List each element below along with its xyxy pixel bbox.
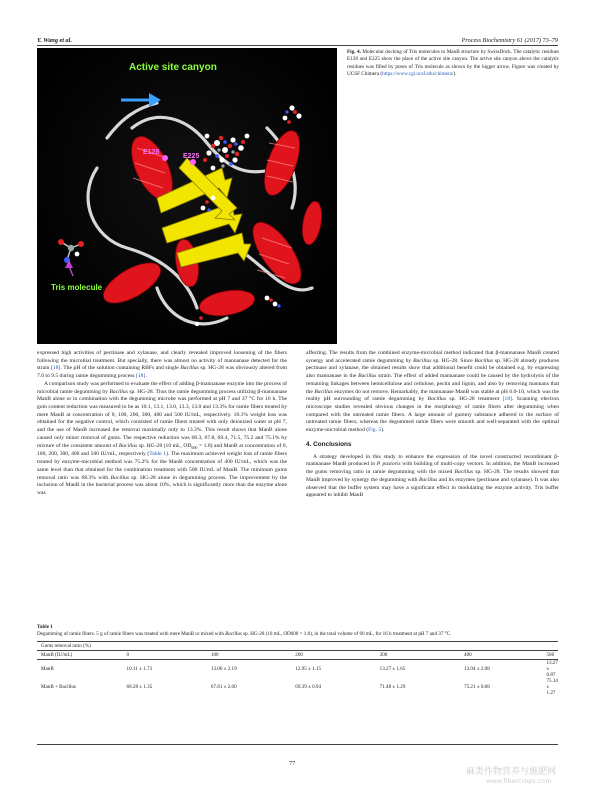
paragraph-left-2: A comparison study was performed to evaluate the effect of adding β-mannanase enzyme into the process of microbial ramie degumming by Bacillus sp. HG-28. Thus the ramie degumming process utilizing β-mannanase ManB alone or in combination with the degumming microbe was performed at pH 7 and 37 °C for 16 h. The gum content reduction was measured to be as 10.1, 13.1, 13.0, 13.3, 13.0 and 13.3% for ramie fibers treated by mere ManB at concentration of 0, 100, 200, 300, 400 and 500 IU/mL, respectively. 10.1% weight loss was obtained for the negative control, which consisted of ramie fibers treated with only deionized water at pH 7, and the use of ManB increased the removal maximally only to 13.3%. This result shows that ManB alone caused only minor removal of gums. The respective reduction was 68.3, 67.8, 69.4, 71.5, 75.2 and 75.1% by mixture of the consistent amount of Bacillus sp. HG-28 (10 mL, $OD_{600} = 1.8$) and ManB at concentration of 0, 100, 200, 300, 400 and 500 IU/mL, respectively (Table 1). The maximum achieved weight loss of ramie fibers treated by enzyme-microbial method was 75.2% for the ManB concentration of 400 IU/mL, which was the same level than that obtained for the combination treatment with 500 IU/mL of ManB. The minimum gums removal ratio was 68.3% with Bacillus sp. HG-28 alone in degumming process. The improvement by the inclusion of ManB in the bacterial process was about 10%, which is significantly more than the enzyme alone was (37, 380, 288, 497)
running-header-authors: Y. Wang et al. (37, 37, 72, 44)
table-1 (37, 624, 558, 696)
label-tris-molecule: Tris molecule (51, 283, 103, 292)
table-cell: 67.81 ± 2.00 (210, 684, 237, 690)
table-row (37, 678, 558, 696)
table-cell: 71.48 ± 1.29 (379, 684, 406, 690)
table-bottom-rule (37, 744, 558, 745)
caption-link[interactable]: https://www.cgl.ucsf.edu/chimera/ (382, 70, 454, 77)
table-row-label: ManB (37, 660, 123, 679)
label-active-site-canyon: Active site canyon (129, 62, 217, 73)
label-e225: E225 (183, 153, 200, 160)
table-col-header-manb: ManB (IU/mL) (37, 651, 123, 660)
body-column-right (306, 350, 559, 500)
table-col-header: 0 (123, 651, 207, 660)
table-col-header: 300 (376, 651, 460, 660)
ref-fig-5[interactable]: Fig. 5 (368, 427, 382, 434)
caption-text: Molecular docking of Tris molecules to ManB structure by SwissDock. The catalytic residues E128 and E225 show the place of the active site canyon. The active site canyon above the catalytic residues was filled by poses of Tris molecule as shown by the bigger arrow. Figure was created by UCSF Chimera ( (347, 49, 560, 77)
caption-label: Fig. 4. (347, 49, 361, 55)
table-title: Table 1 (37, 624, 53, 630)
table-cell: 13.04 ± 2.08 (460, 660, 542, 679)
caption-end: ). (453, 70, 457, 77)
table-cell: 13.27 ± 0.87 (543, 660, 559, 679)
table-col-header: 500 (543, 651, 559, 660)
table-cell: 75.14 ± 1.27 (546, 678, 558, 696)
table-col-header: 200 (291, 651, 375, 660)
header-rule (37, 45, 558, 46)
label-e128: E128 (143, 149, 160, 156)
table-cell: 12.95 ± 1.15 (291, 660, 375, 679)
ref-18[interactable]: [18] (51, 365, 61, 372)
running-header-journal: Process Biochemistry 61 (2017) 73–79 (461, 37, 558, 44)
ref-table-1[interactable]: Table 1 (149, 451, 166, 458)
table-cell: 13.27 ± 1.65 (376, 660, 460, 679)
figure-caption (347, 49, 559, 78)
page-number: 77 (289, 760, 296, 767)
table-row (37, 660, 558, 679)
table-cell: 69.39 ± 0.94 (295, 684, 322, 690)
section-heading-conclusions: 4. Conclusions (306, 440, 352, 448)
ref-18[interactable]: [18] (135, 373, 146, 380)
paragraph-right-1: affecting. The results from the combined enzyme-microbial method indicated that β-mannanase ManB created synergy and accelerated ramie degumming by Bacillus sp. HG-28. Since Bacillus sp. HG-28 already produces pectinase and xylanase, the obtained results show that additional benefit could be obtained e.g. by expressing also mannanase in the Bacillus strain. The effect of added mannanase could be caused by the hydrolysis of the remaining linkages between hemicellulose and cellulose, pectin and lignin, and also by removing mannans that the Bacillus enzymes do not remove. Remarkably, the mannanase ManB was stable at pH 6.0-10, which was the reality pH surrounding of ramie degumming by Bacillus sp. HG-28 treatment [18]. Scanning electron microscope studies revealed obvious changes in the morphology of ramie fibers after degumming when compared with the untreated ramie fibers. A large amount of gummy substance adhered to the surface of untreated ramie fibers, whereas the degummed ramie fibers were smooth and well-separated with the optimal enzyme-microbial method (Fig. 5). (306, 350, 560, 434)
ref-18[interactable]: [18] (502, 396, 512, 403)
table-caption: Degumming of ramie fibers. 5 g of ramie fibers was treated with mere ManB or mixed with Bacillus sp. HG-28 (10 mL, OD600 = 1.8), in the total volume of 60 mL, for 16 h treatment at pH 7 and 37 °C. (37, 631, 452, 637)
table-group-header: Gums removal ratio (%) (37, 642, 558, 651)
table-cell: 13.06 ± 2.19 (207, 660, 291, 679)
table-col-header: 100 (207, 651, 291, 660)
table-header-row (37, 651, 558, 660)
table-col-header: 400 (460, 651, 542, 660)
protein-structure-render (37, 48, 337, 344)
table-cell: 10.11 ± 1.73 (123, 660, 207, 679)
table-cell: 68.28 ± 1.35 (126, 684, 153, 690)
table-cell: 75.21 ± 0.68 (464, 684, 490, 690)
degumming-table (37, 641, 558, 696)
watermark-url: www.fibercrops.com (486, 777, 552, 785)
paragraph-right-2: A strategy developed in this study to enhance the expression of the novel constructed recombinant β-mannanase ManB produced in P. pastoris with building of multi-copy vectors. In addition, the ManB increased the gums removing ratio in ramie degumming with the mixed Bacillus sp. HG-28. The results showed that ManB improved by synergy the degumming with Bacillus and its enzymes (pectinase and xylanase). It was also observed that the buffer system may have a significant effect in modulating the enzyme activity. Tris buffer appeared to inhibit ManB (306, 453, 559, 499)
body-column-left (37, 350, 287, 498)
figure-molecular-docking (37, 48, 337, 344)
watermark-text: 麻类作物营养与施肥网 (466, 767, 557, 777)
table-row-label: ManB + Bacillus (41, 684, 76, 690)
paragraph-left-1: expressed high activities of pectinase and xylanase, and clearly revealed improved loosening of the fibers following the microbial treatment. But specially, there was almost no activity of mannanase detected for the strain [18]. The pH of the solution containing RBFs and single Bacillus sp. HG-28 was obviously altered from 7.0 to 9.5 during ramie degumming process [18]. (37, 350, 287, 380)
